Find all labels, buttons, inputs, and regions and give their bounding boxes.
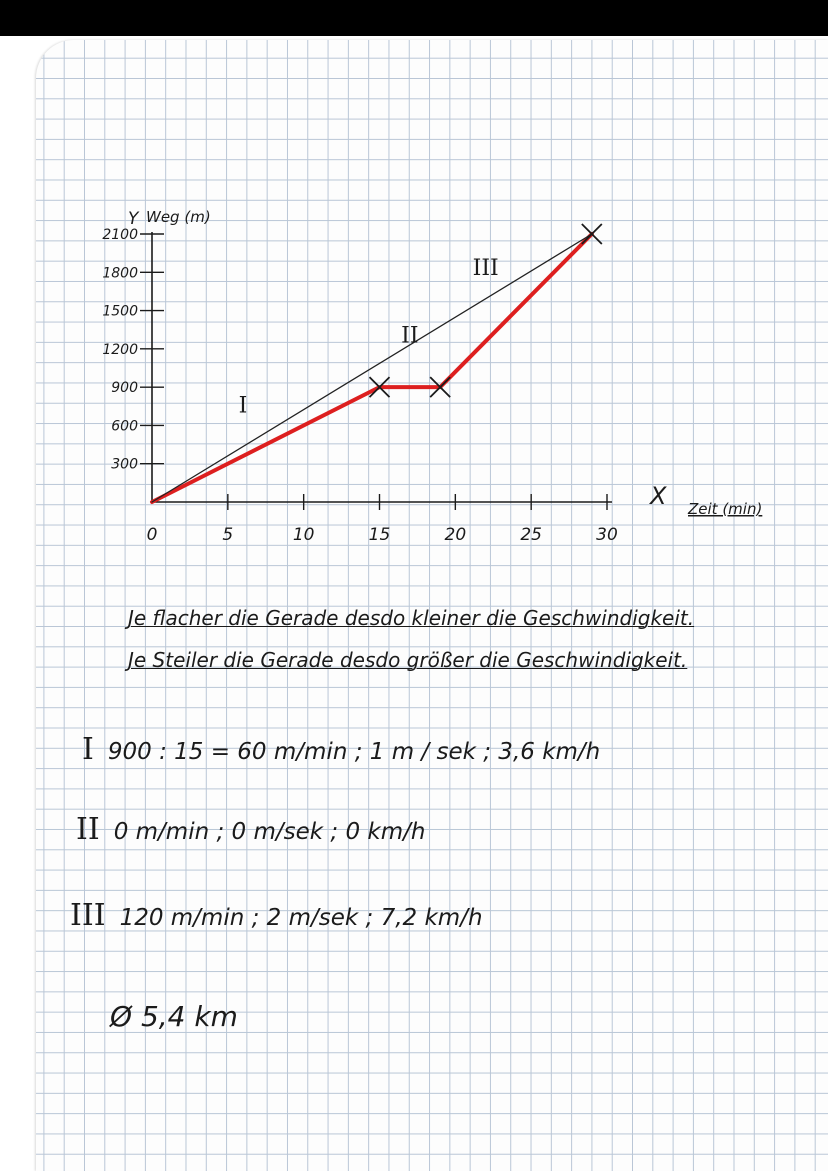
average-speed: Ø 5,4 km	[110, 1000, 238, 1033]
x-tick-label: 25	[520, 525, 542, 545]
point-markers	[370, 224, 602, 397]
cross-marker	[582, 224, 602, 244]
x-tick-label: 10	[292, 525, 315, 545]
calculation-numeral: II	[76, 812, 100, 847]
calculation-numeral: I	[82, 732, 94, 767]
series-lines	[152, 234, 592, 502]
axes	[140, 232, 612, 510]
x-tick-label: 30	[596, 525, 618, 545]
y-tick-label: 1500	[102, 303, 138, 320]
axis-labels	[128, 208, 762, 518]
x-tick-label: 20	[444, 525, 467, 545]
calculation-numeral: III	[70, 898, 106, 933]
segment-label: II	[401, 323, 419, 349]
calculation-text: 120 m/min ; 2 m/sek ; 7,2 km/h	[119, 905, 483, 931]
calculation-text: 0 m/min ; 0 m/sek ; 0 km/h	[113, 819, 426, 845]
y-axis-title: Weg (m)	[146, 208, 211, 226]
y-tick-label: 300	[111, 456, 138, 473]
y-tick-label: 1200	[102, 341, 138, 358]
calculation-row	[76, 812, 425, 847]
y-tick-label: 600	[111, 418, 138, 435]
origin-label: 0	[146, 525, 158, 545]
statement-steep: Je Steiler die Gerade desdo größer die Geschwindigkeit.	[128, 648, 688, 672]
segment-label: III	[472, 255, 499, 281]
y-axis-letter: Y	[128, 209, 139, 229]
calculation-text: 900 : 15 = 60 m/min ; 1 m / sek ; 3,6 km/h	[107, 739, 601, 765]
x-tick-label: 15	[368, 525, 391, 545]
x-axis-title: Zeit (min)	[688, 500, 763, 518]
x-axis-letter: X	[650, 482, 667, 510]
y-tick-label: 900	[111, 380, 138, 397]
calculation-row	[82, 732, 600, 767]
tick-labels	[102, 227, 617, 545]
y-tick-label: 1800	[102, 265, 138, 282]
statement-flat: Je flacher die Gerade desdo kleiner die Geschwindigkeit.	[128, 606, 695, 630]
segment-label: I	[238, 393, 248, 419]
calculation-row	[70, 898, 483, 933]
y-tick-label: 2100	[102, 227, 138, 243]
average-line	[152, 234, 592, 502]
x-tick-label: 5	[222, 525, 234, 545]
